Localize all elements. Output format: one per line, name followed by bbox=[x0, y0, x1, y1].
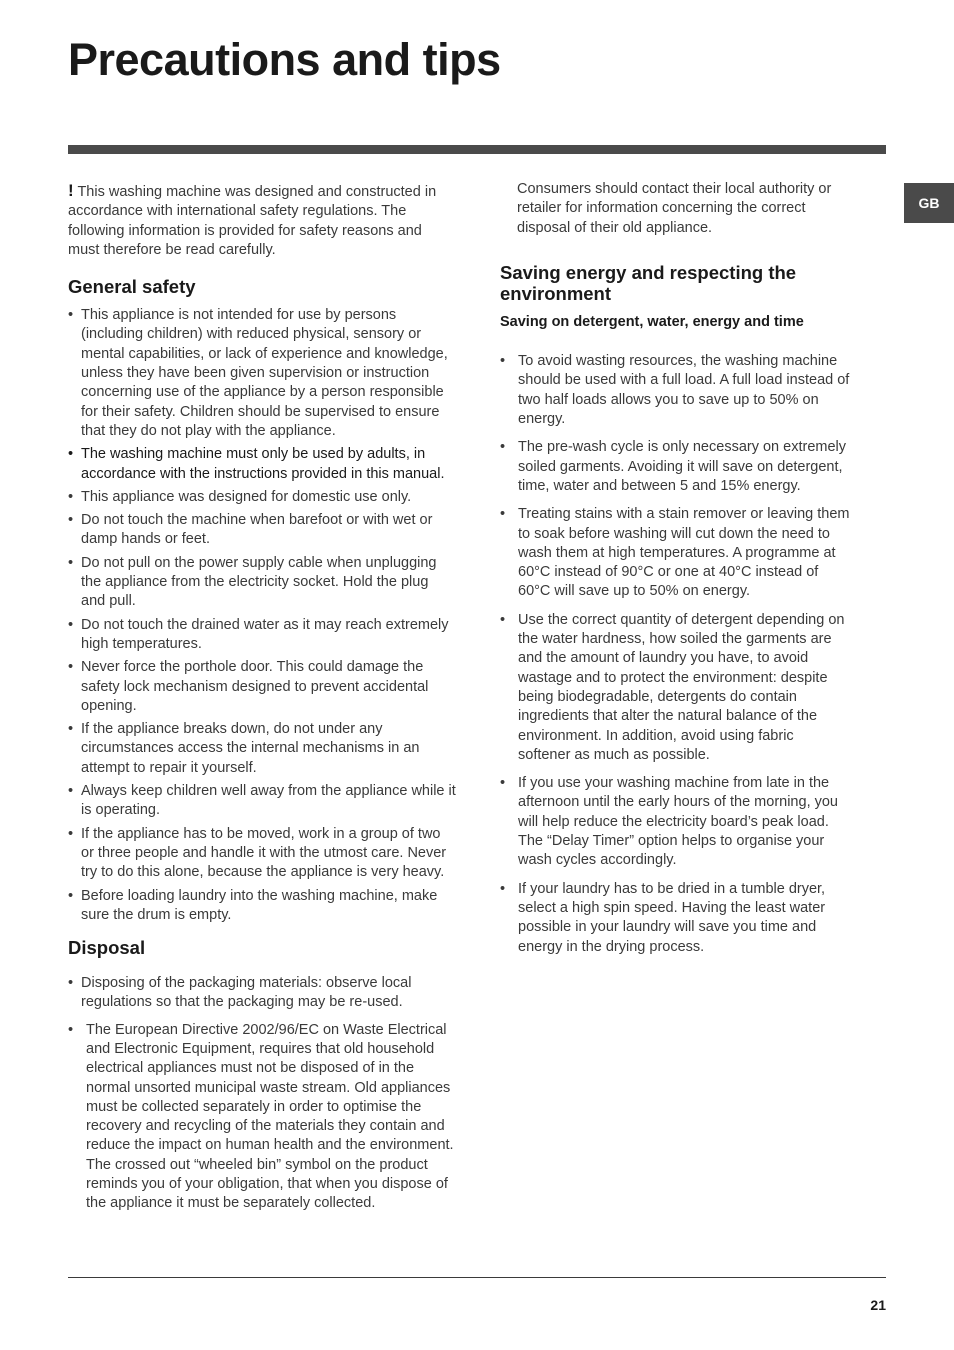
right-column bbox=[500, 180, 850, 966]
list-item: • Always keep children well away from the appliance while it is operating. bbox=[68, 782, 456, 821]
title-divider bbox=[68, 145, 886, 154]
list-item: • Never force the porthole door. This could damage the safety lock mechanism designed to prevent accidental opening. bbox=[68, 658, 456, 716]
list-item: • If the appliance breaks down, do not under any circumstances access the internal mechanisms in an attempt to repair it yourself. bbox=[68, 720, 456, 778]
disposal-continued-text: Consumers should contact their local authority or retailer for information concerning the correct disposal of their old appliance. bbox=[517, 181, 832, 236]
list-item: • The European Directive 2002/96/EC on Waste Electrical and Electronic Equipment, requires that old household electrical appliances must not be disposed of in the normal unsorted municipal waste stream. Old appliances must be collected separately in order to optimise the recovery and recycling of the materials they contain and reduce the impact on human health and the environment. The crossed out “wheeled bin” symbol on the product reminds you of your obligation, that when you dispose of the appliance it must be separately collected. bbox=[68, 1021, 456, 1214]
warning-mark: ! bbox=[68, 181, 74, 200]
list-item: • Do not pull on the power supply cable when unplugging the appliance from the electricity socket. Hold the plug and pull. bbox=[68, 554, 456, 612]
intro-text: This washing machine was designed and constructed in accordance with international safety regulations. The following information is provided for safety reasons and must therefore be read carefully. bbox=[68, 184, 437, 258]
saving-subheading: Saving on detergent, water, energy and time bbox=[500, 313, 804, 330]
general-safety-list bbox=[68, 306, 456, 925]
general-safety-heading: General safety bbox=[68, 276, 196, 298]
list-item: • Disposing of the packaging materials: observe local regulations so that the packaging may be re-used. bbox=[68, 974, 456, 1013]
left-column bbox=[68, 181, 456, 1222]
list-item: • This appliance is not intended for use by persons (including children) with reduced physical, sensory or mental capabilities, or lack of experience and knowledge, unless they have been given supervision or instruction concerning use of the appliance by a person responsible for their safety. Children should be supervised to ensure that they do not play with the appliance. bbox=[68, 306, 456, 441]
footer-divider bbox=[68, 1277, 886, 1278]
language-tab: GB bbox=[904, 183, 954, 223]
intro-paragraph bbox=[68, 181, 456, 260]
disposal-list bbox=[68, 974, 456, 1214]
list-item: • Before loading laundry into the washing machine, make sure the drum is empty. bbox=[68, 887, 456, 926]
list-item: • Do not touch the drained water as it may reach extremely high temperatures. bbox=[68, 616, 456, 655]
list-item: • Do not touch the machine when barefoot or with wet or damp hands or feet. bbox=[68, 511, 456, 550]
list-item: • If you use your washing machine from late in the afternoon until the early hours of the morning, you will help reduce the electricity board’s peak load. The “Delay Timer” option helps to organise your wash cycles accordingly. bbox=[500, 774, 850, 870]
list-item: • The washing machine must only be used by adults, in accordance with the instructions provided in this manual. bbox=[68, 445, 456, 484]
saving-list bbox=[500, 352, 850, 957]
list-item: • This appliance was designed for domestic use only. bbox=[68, 488, 456, 507]
list-item: • Treating stains with a stain remover or leaving them to soak before washing will cut down the need to wash them at high temperatures. A programme at 60°C instead of 90°C or one at 40°C instead of 60°C will save up to 50% on energy. bbox=[500, 505, 850, 601]
list-item: • To avoid wasting resources, the washing machine should be used with a full load. A full load instead of two half loads allows you to save up to 50% on energy. bbox=[500, 352, 850, 429]
saving-energy-heading: Saving energy and respecting the environment bbox=[500, 261, 797, 304]
disposal-heading: Disposal bbox=[68, 937, 146, 959]
list-item: • The pre-wash cycle is only necessary on extremely soiled garments. Avoiding it will save on detergent, time, water and between 5 and 15% energy. bbox=[500, 438, 850, 496]
list-item: • If the appliance has to be moved, work in a group of two or three people and handle it with the utmost care. Never try to do this alone, because the appliance is very heavy. bbox=[68, 825, 456, 883]
list-item: • Use the correct quantity of detergent depending on the water hardness, how soiled the garments are and the amount of laundry you have, to avoid wastage and to protect the environment: despite being biodegradable, detergents do contain ingredients that alter the natural balance of the environment. In addition, avoid using fabric softener as much as possible. bbox=[500, 611, 850, 765]
page-title: Precautions and tips bbox=[68, 34, 501, 85]
page-number: 21 bbox=[870, 1297, 886, 1313]
list-item: • If your laundry has to be dried in a tumble dryer, select a high spin speed. Having the least water possible in your laundry will save you time and energy in the drying process. bbox=[500, 880, 850, 957]
